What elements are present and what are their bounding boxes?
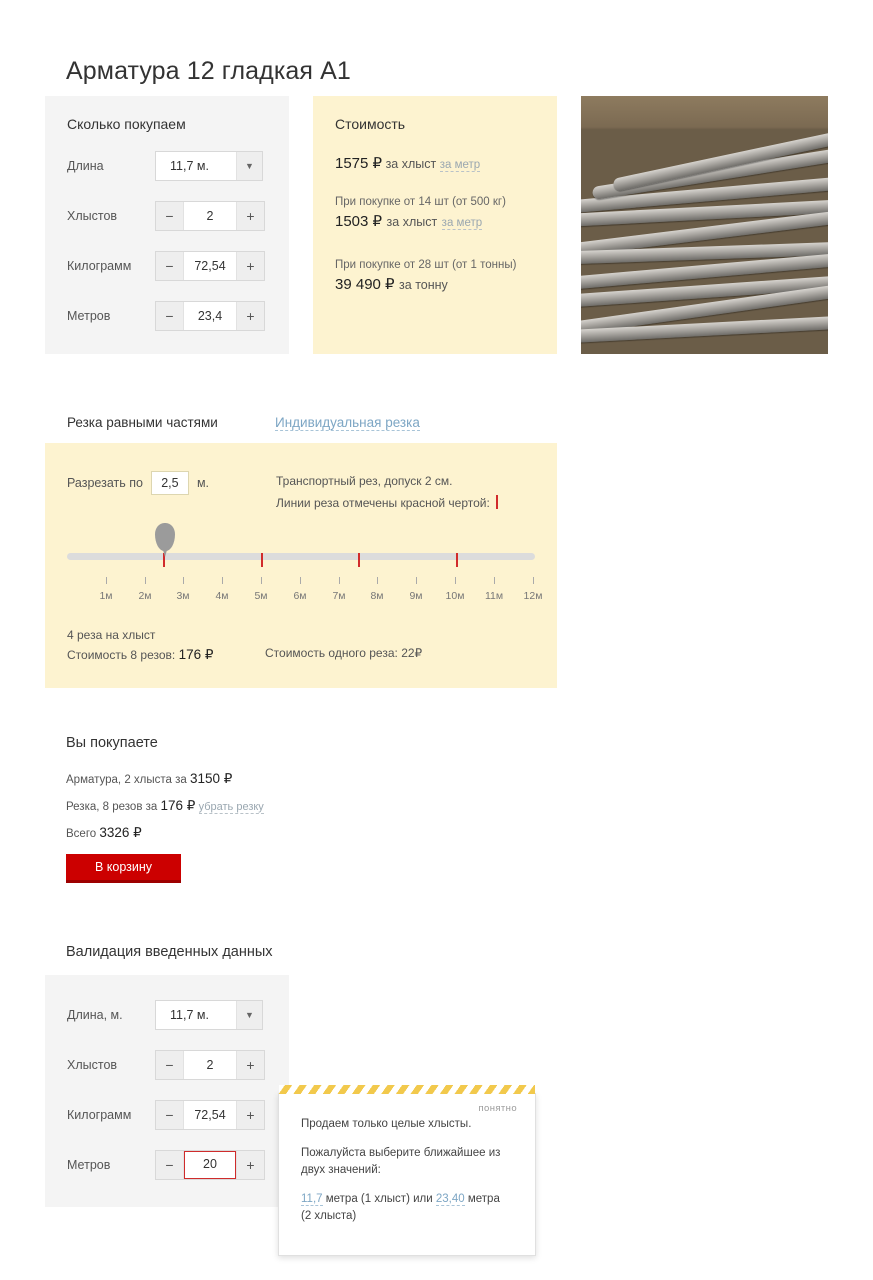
row-length-label: Длина bbox=[67, 159, 104, 173]
red-line-icon bbox=[496, 495, 498, 509]
valid-meters-minus-button[interactable]: − bbox=[156, 1151, 184, 1179]
page-title: Арматура 12 гладкая А1 bbox=[66, 56, 351, 85]
scale-label: 4м bbox=[215, 590, 229, 602]
row-kilograms-label: Килограмм bbox=[67, 259, 132, 273]
valid-kilograms-plus-button[interactable]: + bbox=[236, 1101, 264, 1129]
rods-value[interactable]: 2 bbox=[184, 202, 236, 230]
row-length bbox=[45, 150, 289, 182]
row-meters-label: Метров bbox=[67, 309, 111, 323]
cut-total-cost bbox=[67, 645, 213, 665]
chevron-down-icon[interactable]: ▼ bbox=[236, 152, 262, 180]
cut-length-unit: м. bbox=[196, 476, 210, 490]
price-tier2 bbox=[313, 275, 557, 294]
rods-plus-button[interactable]: + bbox=[236, 202, 264, 230]
cut-hint-redline: Линии реза отмечены красной чертой: bbox=[276, 496, 490, 510]
summary-total-value: 3326 ₽ bbox=[99, 825, 142, 840]
tooltip-option-1-text: метра (1 хлыст) bbox=[325, 1193, 410, 1205]
validation-tooltip bbox=[278, 1093, 536, 1256]
row-kilograms bbox=[45, 250, 289, 282]
row-rods-label: Хлыстов bbox=[67, 209, 118, 223]
single-cut-cost-value: 22₽ bbox=[401, 646, 423, 660]
valid-meters-stepper[interactable] bbox=[155, 1150, 265, 1180]
price-primary-unit: за хлыст bbox=[385, 157, 437, 171]
meters-stepper[interactable] bbox=[155, 301, 265, 331]
tooltip-options bbox=[301, 1191, 515, 1225]
valid-meters-plus-button[interactable]: + bbox=[236, 1151, 264, 1179]
validation-heading: Валидация введенных данных bbox=[66, 944, 273, 960]
cuts-per-rod: 4 реза на хлыст bbox=[67, 628, 156, 642]
cut-length-row bbox=[67, 471, 209, 495]
valid-row-rods-label: Хлыстов bbox=[67, 1058, 118, 1072]
summary-cutting-value: 176 ₽ bbox=[160, 798, 196, 813]
valid-rods-plus-button[interactable]: + bbox=[236, 1051, 264, 1079]
row-meters bbox=[45, 300, 289, 332]
summary-line-total bbox=[66, 820, 264, 847]
summary-total-label: Всего bbox=[66, 828, 97, 840]
valid-row-kilograms bbox=[45, 1099, 289, 1131]
cut-total-cost-value: 176 ₽ bbox=[178, 647, 214, 662]
scale-label: 8м bbox=[370, 590, 384, 602]
price-panel bbox=[313, 96, 557, 354]
cut-hints bbox=[276, 470, 498, 514]
price-tier1-value: 1503 ₽ bbox=[335, 213, 383, 230]
length-select[interactable] bbox=[155, 151, 263, 181]
price-tier1-unit: за хлыст bbox=[386, 215, 438, 229]
chevron-down-icon[interactable]: ▼ bbox=[236, 1001, 262, 1029]
tooltip-option-1-link[interactable]: 11,7 bbox=[301, 1193, 323, 1205]
tab-individual-cutting[interactable]: Индивидуальная резка bbox=[275, 405, 420, 431]
valid-rods-stepper[interactable] bbox=[155, 1050, 265, 1080]
summary-cutting-label: Резка, 8 резов за bbox=[66, 801, 158, 813]
rebar-bundle-image bbox=[581, 96, 828, 354]
valid-row-length bbox=[45, 999, 289, 1031]
price-per-meter-link[interactable]: за метр bbox=[439, 159, 481, 171]
scale-label: 5м bbox=[254, 590, 268, 602]
valid-row-meters bbox=[45, 1149, 289, 1181]
tooltip-dismiss-button[interactable]: понятно bbox=[478, 1103, 517, 1114]
cut-tick bbox=[358, 553, 360, 567]
tooltip-option-2-link[interactable]: 23,40 bbox=[435, 1193, 465, 1205]
valid-kilograms-value[interactable]: 72,54 bbox=[184, 1101, 236, 1129]
cut-slider-track[interactable] bbox=[67, 553, 535, 560]
cut-hint-transport: Транспортный рез, допуск 2 см. bbox=[276, 474, 453, 488]
cutting-tabs bbox=[45, 405, 557, 443]
remove-cutting-link[interactable]: убрать резку bbox=[198, 801, 264, 813]
valid-length-select-value: 11,7 м. bbox=[170, 1008, 209, 1022]
summary-line-product bbox=[66, 766, 264, 793]
valid-row-kilograms-label: Килограмм bbox=[67, 1108, 132, 1122]
rods-stepper[interactable] bbox=[155, 201, 265, 231]
scale-label: 6м bbox=[293, 590, 307, 602]
scale-label: 11м bbox=[484, 590, 504, 602]
kilograms-stepper[interactable] bbox=[155, 251, 265, 281]
scale-label: 7м bbox=[332, 590, 346, 602]
single-cut-cost bbox=[265, 646, 422, 660]
cut-tick bbox=[456, 553, 458, 567]
valid-row-rods bbox=[45, 1049, 289, 1081]
price-primary-value: 1575 ₽ bbox=[335, 155, 383, 172]
valid-row-length-label: Длина, м. bbox=[67, 1008, 123, 1022]
tooltip-option-2-text: метра bbox=[467, 1193, 500, 1205]
scale-label: 10м bbox=[445, 590, 465, 602]
summary-product-label: Арматура, 2 хлыста за bbox=[66, 774, 187, 786]
valid-length-select[interactable] bbox=[155, 1000, 263, 1030]
cut-length-label: Разрезать по bbox=[67, 476, 143, 490]
scale-label: 3м bbox=[176, 590, 190, 602]
cutting-panel bbox=[45, 443, 557, 688]
price-tier1 bbox=[313, 212, 557, 231]
cut-scale bbox=[67, 577, 543, 617]
kilograms-value[interactable]: 72,54 bbox=[184, 252, 236, 280]
scale-label: 12м bbox=[523, 590, 543, 602]
kilograms-minus-button[interactable]: − bbox=[156, 252, 184, 280]
price-panel-heading: Стоимость bbox=[335, 116, 406, 132]
validation-panel bbox=[45, 975, 289, 1207]
price-primary bbox=[313, 154, 557, 172]
tooltip-option-2-sub: (2 хлыста) bbox=[301, 1210, 357, 1222]
cut-length-input[interactable]: 2,5 bbox=[151, 471, 189, 495]
single-cut-cost-label: Стоимость одного реза: bbox=[265, 646, 398, 660]
quantity-panel bbox=[45, 96, 289, 354]
kilograms-plus-button[interactable]: + bbox=[236, 252, 264, 280]
scale-label: 1м bbox=[99, 590, 113, 602]
valid-meters-value[interactable]: 20 bbox=[184, 1151, 236, 1179]
add-to-cart-button[interactable]: В корзину bbox=[66, 854, 181, 883]
price-tier1-note: При покупке от 14 шт (от 500 кг) bbox=[335, 196, 506, 208]
cut-summary bbox=[67, 625, 213, 665]
cut-slider-handle[interactable] bbox=[155, 523, 175, 551]
price-tier2-note: При покупке от 28 шт (от 1 тонны) bbox=[335, 259, 517, 271]
tooltip-or: или bbox=[413, 1193, 433, 1205]
cut-total-cost-label: Стоимость 8 резов: bbox=[67, 648, 176, 662]
tooltip-line-2: Пожалуйста выберите ближайшее из двух значений: bbox=[301, 1147, 501, 1176]
quantity-panel-heading: Сколько покупаем bbox=[67, 116, 186, 132]
price-tier2-value: 39 490 ₽ bbox=[335, 276, 395, 293]
valid-row-meters-label: Метров bbox=[67, 1158, 111, 1172]
meters-plus-button[interactable]: + bbox=[236, 302, 264, 330]
scale-label: 2м bbox=[138, 590, 152, 602]
summary-block bbox=[66, 766, 264, 847]
meters-minus-button[interactable]: − bbox=[156, 302, 184, 330]
product-photo bbox=[581, 96, 828, 354]
price-tier1-per-meter-link[interactable]: за метр bbox=[441, 217, 483, 229]
cut-tick bbox=[261, 553, 263, 567]
summary-line-cutting bbox=[66, 793, 264, 820]
tab-equal-cutting[interactable]: Резка равными частями bbox=[67, 415, 218, 430]
valid-rods-value[interactable]: 2 bbox=[184, 1051, 236, 1079]
summary-product-value: 3150 ₽ bbox=[189, 771, 233, 786]
valid-kilograms-stepper[interactable] bbox=[155, 1100, 265, 1130]
row-rods bbox=[45, 200, 289, 232]
meters-value[interactable]: 23,4 bbox=[184, 302, 236, 330]
valid-kilograms-minus-button[interactable]: − bbox=[156, 1101, 184, 1129]
valid-rods-minus-button[interactable]: − bbox=[156, 1051, 184, 1079]
scale-label: 9м bbox=[409, 590, 423, 602]
summary-heading: Вы покупаете bbox=[66, 735, 158, 751]
length-select-value: 11,7 м. bbox=[170, 159, 209, 173]
price-tier2-unit: за тонну bbox=[399, 278, 448, 292]
rods-minus-button[interactable]: − bbox=[156, 202, 184, 230]
tooltip-line-1: Продаем только целые хлысты. bbox=[301, 1118, 472, 1130]
cut-hint-redline-wrap bbox=[276, 492, 498, 514]
